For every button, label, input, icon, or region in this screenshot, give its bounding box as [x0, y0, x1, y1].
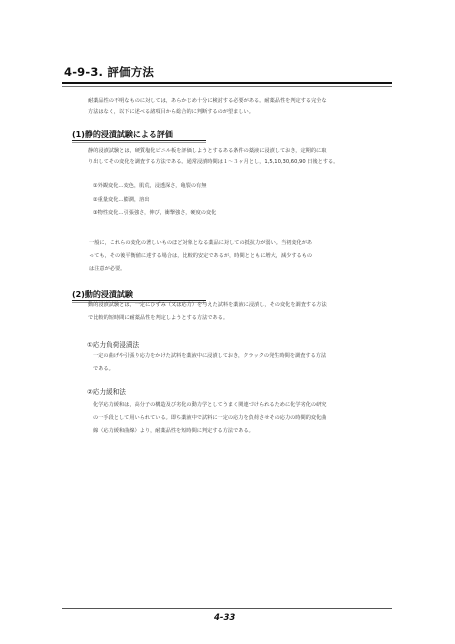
page-number: 4-33 [214, 613, 236, 623]
static-test-heading-underline-2 [72, 142, 206, 143]
section-title: 4-9-3. 評価方法 [64, 65, 155, 79]
static-test-body-line-2: り出してその変化を調査する方法である。通常浸漬時間は１～３ヶ月とし，1,5,10,30,60,90 日後とする。 [88, 159, 339, 165]
dynamic-test-body-line-1: 動的浸漬試験とは，一定にひずみ（又は応力）を与えた試料を薬液に浸漬し，その変化を調査する方法 [88, 302, 327, 308]
footer-rule [62, 608, 392, 609]
stress-relaxation-line-1: 化学応力緩和は，高分子の構造及び劣化の動力学としてうまく関連づけられるために化学劣化の研究 [93, 402, 327, 408]
static-test-item-2: ②重量変化…膨潤，溶出 [93, 197, 150, 203]
stress-load-method-line-1: 一定の曲げや引張り応力をかけた試料を薬液中に浸漬しておき，クラックの発生時間を調査する方法 [93, 353, 327, 359]
dynamic-test-body-line-2: で比較的短時間に耐薬品性を判定しようとする方法である。 [88, 315, 229, 321]
title-underline-thin [62, 86, 392, 87]
static-test-item-1: ①外観変化…変色，肌荒，浸透深さ，亀裂の有無 [93, 183, 207, 189]
static-test-item-3: ③物性変化…引張強さ，伸び，衝撃強さ，硬度の変化 [93, 210, 217, 216]
static-test-note-line-3: は注意が必要。 [89, 266, 126, 272]
dynamic-test-heading: (2)動的浸漬試験 [72, 290, 133, 299]
static-test-heading-underline [72, 140, 206, 141]
stress-relaxation-method-title: ②応力緩和法 [87, 388, 126, 396]
static-test-note-line-2: っても，その後平衡値に達する場合は，比較的安定であるが，時間とともに増大，減少するもの [89, 253, 313, 259]
static-test-note-line-1: 一般に，これらの変化の著しいものほど対象となる薬品に対しての抵抗力が弱い。当初変化があ [89, 240, 313, 246]
title-underline-thick [62, 82, 392, 84]
stress-load-method-title: ①応力負荷浸漬法 [87, 341, 140, 349]
stress-relaxation-line-3: 線（応力緩和曲線）より，耐薬品性を短時間に判定する方法である。 [93, 428, 254, 434]
intro-line-1: 耐薬品性の不明なものに対しては，あらかじめ十分に検討する必要がある。耐薬品性を判定する完全な [88, 98, 327, 104]
static-test-heading: (1)静的浸漬試験による評価 [72, 130, 173, 139]
stress-relaxation-line-2: の一手段として用いられている。即ち薬液中で試料に一定の応力を負荷させその応力の時間的変化曲 [93, 415, 327, 421]
intro-line-2: 方法はなく，以下に述べる諸項目から総合的に判断するのが望ましい。 [88, 109, 254, 115]
stress-load-method-line-2: である。 [93, 366, 114, 372]
static-test-body-line-1: 静的浸漬試験とは，硬質塩化ビニル板を評価しようとするある条件の薬液に浸漬しておき，定期的に取 [88, 148, 327, 154]
